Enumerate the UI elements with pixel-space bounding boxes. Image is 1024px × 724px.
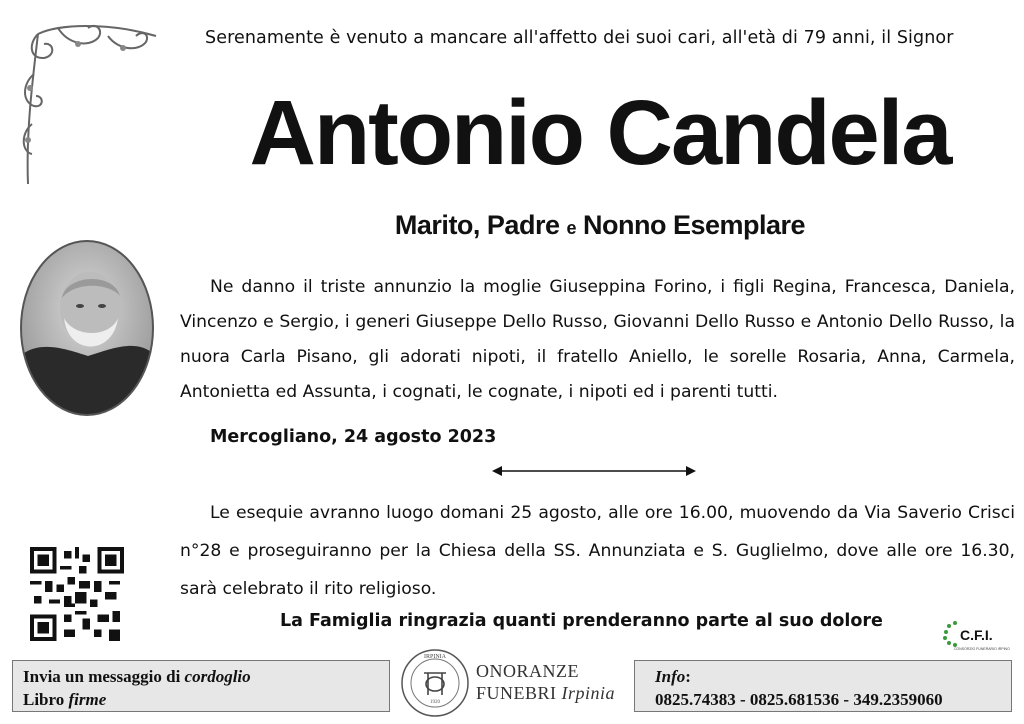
cfi-logo-subtext: CONSORZIO FUNERARIO IRPINO [954, 647, 1010, 651]
deceased-name: Antonio Candela [249, 82, 951, 184]
logo-line1: ONORANZE [476, 661, 579, 681]
subtitle-part2: Nonno Esemplare [583, 210, 806, 240]
condolence-box[interactable] [12, 660, 390, 712]
logo-ring-text: IRPINIA [424, 654, 446, 660]
condolence-em: cordoglio [184, 667, 251, 686]
info-box: Info: 0825.74383 - 0825.681536 - 349.2359060 [634, 660, 1012, 712]
funeral-home-logo-icon [400, 647, 470, 719]
condolence-link[interactable] [23, 665, 379, 688]
intro-text: Serenamente è venuto a mancare all'affetto dei suoi cari, all'età di 79 anni, il Signor [205, 28, 954, 48]
place-date: Mercogliano, 24 agosto 2023 [210, 427, 497, 447]
subtitle [300, 210, 900, 241]
subtitle-connector: e [566, 218, 576, 238]
cfi-logo-text: C.F.I. [960, 627, 993, 643]
info-phones[interactable]: 0825.74383 - 0825.681536 - 349.2359060 [655, 690, 943, 709]
cfi-logo-icon [940, 618, 1010, 652]
guestbook-em: firme [68, 690, 107, 709]
logo-ring-year: 1920 [430, 700, 440, 705]
subtitle-part1: Marito, Padre [394, 210, 560, 240]
announcement-text: Ne danno il triste annunzio la moglie Giuseppina Forino, i figli Regina, Francesca, Daniela, Vincenzo e Sergio, i generi Giuseppe Dello Russo, Giovanni Dello Russo e Antonio Dello Russo, la nuora Carla Pisano, gli adorati nipoti, il fratello Aniello, le sorelle Rosaria, Anna, Carmela, Antonietta ed Assunta, i cognati, le cognate, i nipoti ed i parenti tutti. [180, 277, 1015, 402]
portrait-photo-icon [18, 238, 156, 418]
thanks-text: La Famiglia ringrazia quanti prenderanno parte al suo dolore [280, 611, 883, 631]
funeral-info [180, 494, 1015, 608]
qr-code-icon[interactable] [30, 547, 124, 641]
funeral-text: Le esequie avranno luogo domani 25 agosto, alle ore 16.00, muovendo da Via Saverio Crisci n°28 e proseguiranno per la Chiesa della SS. Annunziata e S. Guglielmo, dove alle ore 16.30, sarà celebrato il rito religioso. [180, 503, 1015, 599]
announcement [180, 270, 1015, 410]
info-label: Info [655, 667, 686, 686]
condolence-prefix: Invia un messaggio di [23, 667, 181, 686]
guestbook-prefix: Libro [23, 690, 65, 709]
logo-line2-em: Irpinia [561, 683, 616, 703]
funeral-home-name [476, 660, 615, 704]
corner-ornament-icon [18, 14, 158, 186]
logo-line2: FUNEBRI [476, 683, 557, 703]
double-arrow-icon [492, 464, 696, 478]
guestbook-link[interactable] [23, 688, 379, 711]
